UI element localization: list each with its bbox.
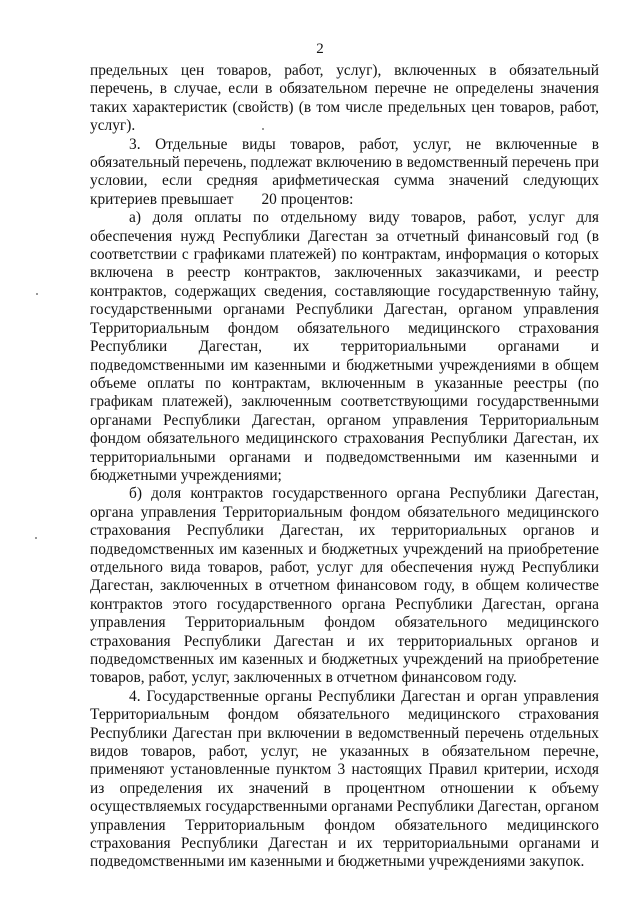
page-number: 2 [316,41,324,57]
paragraph-item-4: 4. Государственные органы Республики Дагестан и орган управления Территориальным фондом обязательного медицинского страхования Республики Дагестан при включении в ведомственный перечень отдельных видов товаров, работ, услуг, не указанных в обязательном перечне, применяют установленные пунктом 3 настоящих Правил критерии, исходя из определения их значений в процентном отношении к объему осуществляемых государственными органами Республики Дагестан, органом управления Территориальным фондом обязательного медицинского страхования Республики Дагестан и их территориальными органами и подведомственными им казенными и бюджетными учреждениями закупок. [90,687,599,871]
scan-speck [262,128,264,130]
document-body [90,62,599,872]
paragraph-item-3-tail: 20 процентов: [261,190,354,208]
scan-speck [35,537,37,539]
paragraph-item-3b: б) доля контрактов государственного органа Республики Дагестан, органа управления Территориальным фондом обязательного медицинского страхования Республики Дагестан, их территориальных органов и подведомственных им казенных и бюджетных учреждений на приобретение отдельного вида товаров, работ, услуг для обеспечения нужд Республики Дагестан, заключенных в отчетном финансовом году, в общем количестве контрактов этого государственного органа Республики Дагестан, органа управления Территориальным фондом обязательного медицинского страхования Республики Дагестан и их территориальных органов и подведомственных им казенных и бюджетных учреждений на приобретение товаров, работ, услуг, заключенных в отчетном финансовом году. [90,485,599,687]
paragraph-item-3-text: 3. Отдельные виды товаров, работ, услуг, не включенные в обязательный перечень, подлежат включению в ведомственный перечень при условии, если средняя арифметическая сумма значений следующих критериев превышает [90,135,599,208]
paragraph-item-3a: а) доля оплаты по отдельному виду товаров, работ, услуг для обеспечения нужд Республики Дагестан за отчетный финансовый год (в соответствии с графиками платежей) по контрактам, информация о которых включена в реестр контрактов, заключенных заказчиками, и реестр контрактов, содержащих сведения, составляющие государственную тайну, государственными органами Республики Дагестан, органом управления Территориальным фондом обязательного медицинского страхования Республики Дагестан, их территориальными органами и подведомственными им казенными и бюджетными учреждениями в общем объеме оплаты по контрактам, включенным в указанные реестры (по графикам платежей), заключенным соответствующими государственными органами Республики Дагестан, органом управления Территориальным фондом обязательного медицинского страхования Республики Дагестан, их территориальными органами и подведомственными им казенными и бюджетными учреждениями; [90,209,599,484]
scan-speck [36,293,38,295]
paragraph-continuation: предельных цен товаров, работ, услуг), включенных в обязательный перечень, в случае, если в обязательном перечне не определены значения таких характеристик (свойств) (в том числе предельных цен товаров, работ, услуг). [90,62,599,135]
paragraph-item-3 [90,136,599,210]
